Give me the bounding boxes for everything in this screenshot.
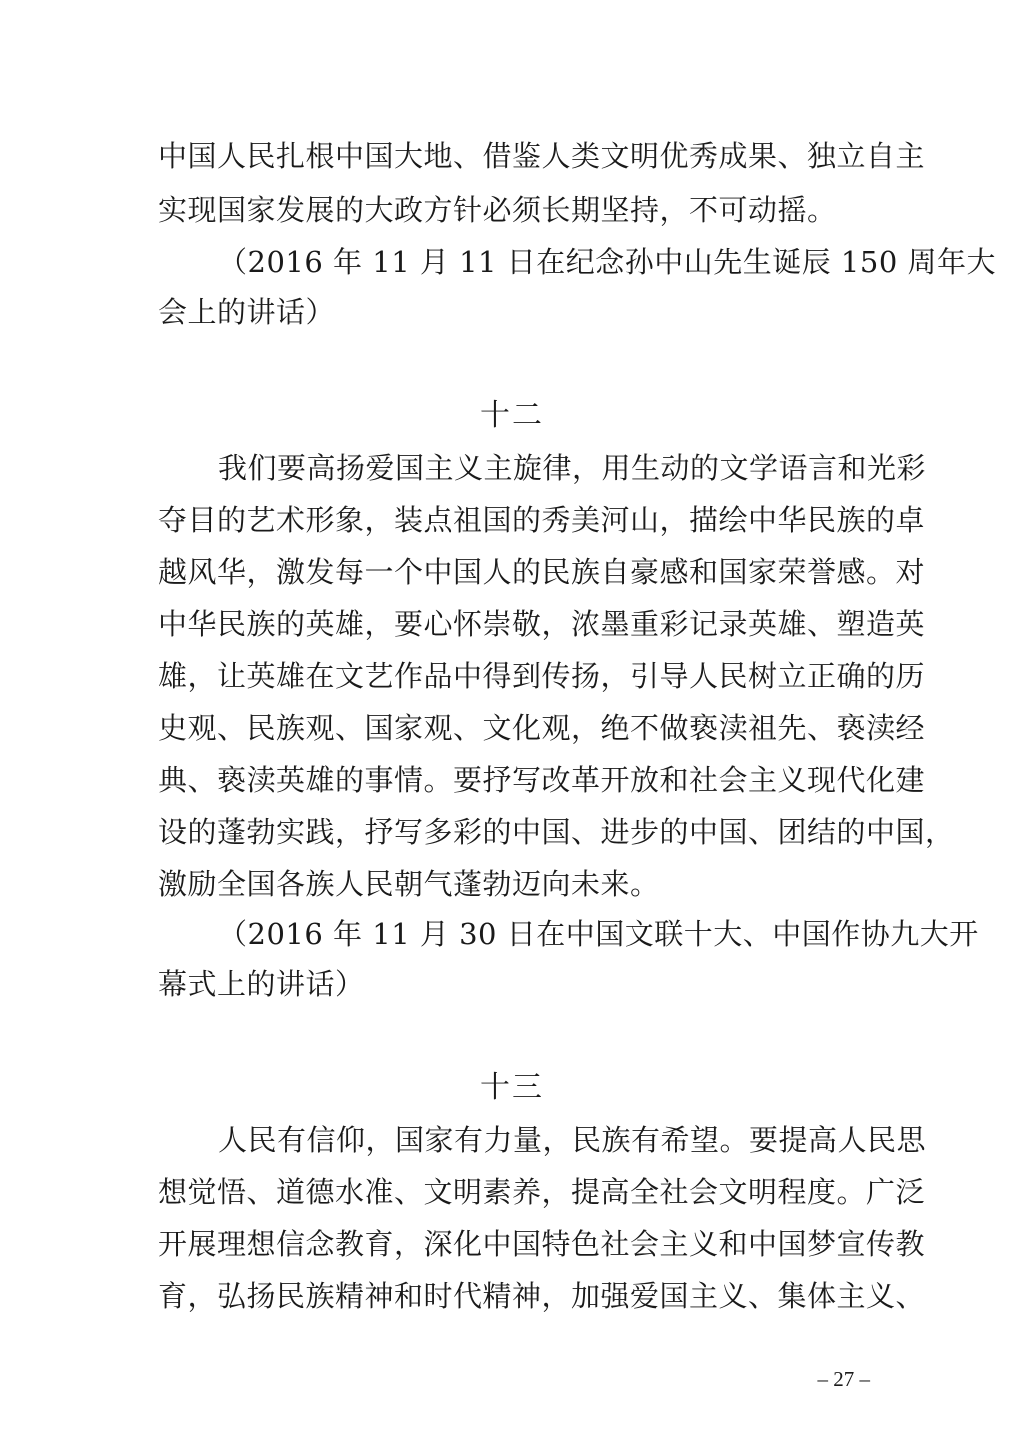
body-text-line: 实现国家发展的大政方针必须长期坚持，不可动摇。 bbox=[158, 193, 837, 227]
source-citation-line: （2016 年 11 月 30 日在中国文联十大、中国作协九大开 bbox=[218, 917, 979, 951]
body-text-line: 夺目的艺术形象，装点祖国的秀美河山，描绘中华民族的卓 bbox=[158, 503, 926, 537]
body-text-line: 越风华，激发每一个中国人的民族自豪感和国家荣誉感。对 bbox=[158, 555, 926, 589]
page-number: – 27 – bbox=[817, 1367, 870, 1391]
body-text-line: 设的蓬勃实践，抒写多彩的中国、进步的中国、团结的中国， bbox=[158, 815, 955, 849]
section-heading-13: 十三 bbox=[480, 1070, 544, 1105]
source-citation-line: 会上的讲话） bbox=[158, 295, 336, 329]
body-text-line: 中华民族的英雄，要心怀崇敬，浓墨重彩记录英雄、塑造英 bbox=[158, 607, 926, 641]
body-text-line: 激励全国各族人民朝气蓬勃迈向未来。 bbox=[158, 867, 660, 901]
body-text-line: 人民有信仰，国家有力量，民族有希望。要提高人民思 bbox=[218, 1123, 927, 1157]
body-text-line: 开展理想信念教育，深化中国特色社会主义和中国梦宣传教 bbox=[158, 1227, 926, 1261]
section-heading-12: 十二 bbox=[480, 398, 544, 433]
body-text-line: 育，弘扬民族精神和时代精神，加强爱国主义、集体主义、 bbox=[158, 1279, 926, 1313]
source-citation-line: （2016 年 11 月 11 日在纪念孙中山先生诞辰 150 周年大 bbox=[218, 245, 996, 279]
body-text-line: 典、亵渎英雄的事情。要抒写改革开放和社会主义现代化建 bbox=[158, 763, 926, 797]
body-text-line: 雄，让英雄在文艺作品中得到传扬，引导人民树立正确的历 bbox=[158, 659, 926, 693]
body-text-line: 想觉悟、道德水准、文明素养，提高全社会文明程度。广泛 bbox=[158, 1175, 926, 1209]
body-text-line: 我们要高扬爱国主义主旋律，用生动的文学语言和光彩 bbox=[218, 451, 927, 485]
source-citation-line: 幕式上的讲话） bbox=[158, 967, 365, 1001]
body-text-line: 中国人民扎根中国大地、借鉴人类文明优秀成果、独立自主 bbox=[158, 139, 926, 173]
body-text-line: 史观、民族观、国家观、文化观，绝不做亵渎祖先、亵渎经 bbox=[158, 711, 926, 745]
